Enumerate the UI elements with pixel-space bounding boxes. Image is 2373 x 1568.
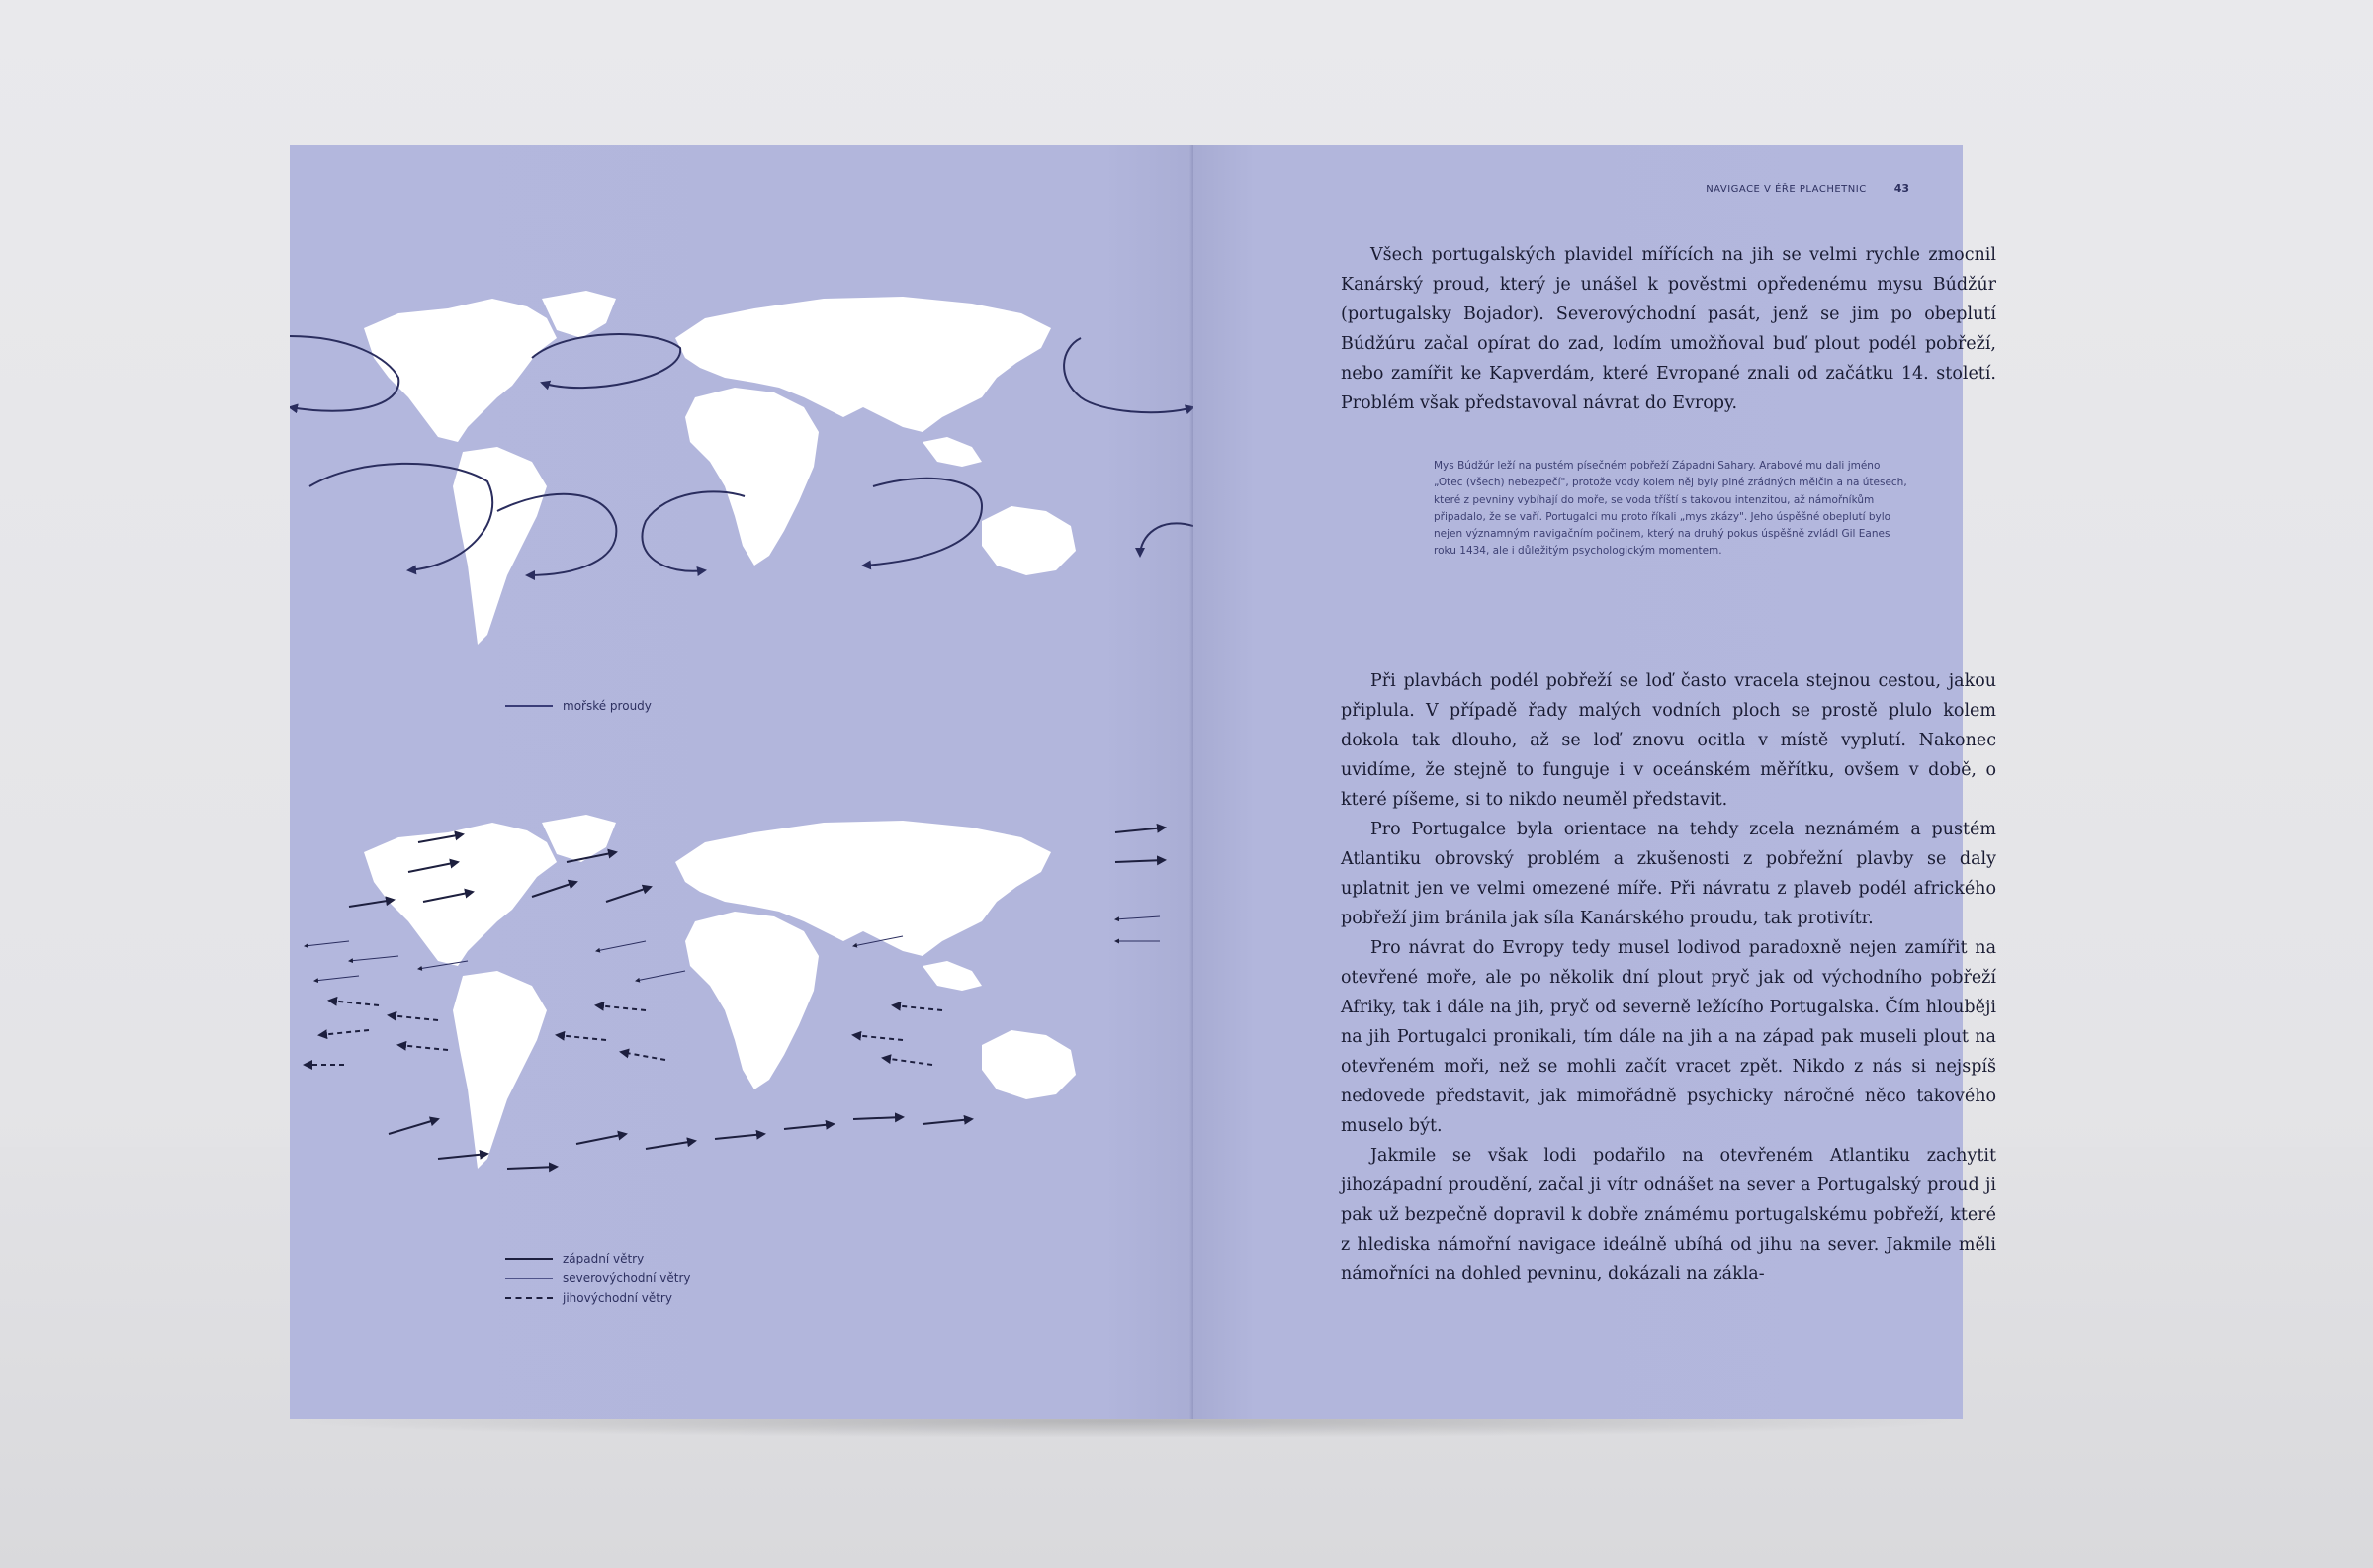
page-number: 43 [1893, 182, 1909, 195]
wind-arrow [349, 956, 398, 961]
wind-arrow [329, 1001, 379, 1005]
current-arrow [1064, 338, 1193, 412]
running-head-section: NAVIGACE V ÉŘE PLACHETNIC [1706, 184, 1867, 195]
wind-arrow [636, 971, 685, 981]
legend-line-northeast [505, 1278, 553, 1279]
legend-line-currents [505, 705, 553, 707]
right-page [1193, 145, 1996, 1419]
current-arrow [532, 334, 680, 388]
wind-arrow [646, 1141, 695, 1149]
legend-row [505, 1249, 690, 1268]
wind-arrow [314, 976, 359, 981]
wind-arrow [596, 941, 646, 951]
wind-arrow [557, 1035, 606, 1040]
wind-arrow [596, 1005, 646, 1010]
wind-arrow [1115, 860, 1165, 862]
continent-se-asia [923, 437, 982, 467]
legend-label-northeast: severovýchodní větry [563, 1271, 691, 1285]
continent-australia [982, 1030, 1076, 1099]
legend-label-southeast: jihovýchodní větry [563, 1291, 672, 1305]
wind-arrow [606, 887, 651, 902]
current-arrow [863, 479, 982, 566]
left-page [290, 145, 1193, 1419]
winds-svg [290, 793, 1193, 1208]
legend-line-southeast [505, 1297, 553, 1299]
paragraph: Při plavbách podél pobřeží se loď často vracela stejnou cestou, jakou připlula. V případě řady malých vodních ploch se prostě plulo kolem dokola tak dlouho, až se loď znovu ocitla v místě vyplutí. Nakonec uvidíme, že stejně to funguje i v oceánském měřítku, ovšem v době, o které píšeme, si to nikdo neuměl představit. [1341, 671, 1996, 810]
side-note [1434, 458, 1908, 561]
paragraph: Všech portugalských plavidel mířících na jih se velmi rychle zmocnil Kanárský proud, který je unášel k pověstmi opředenému mysu Búdžúr (portugalsky Bojador). Severovýchodní pasát, jenž se jim po obeplutí Búdžúru začal opírat do zad, lodím umožňoval buď plout podél pobřeží, nebo zamířit ke Kapverdám, které Evropané znali od začátku 14. století. Problém však představoval návrat do Evropy. [1341, 245, 1996, 413]
side-note-text: Mys Búdžúr leží na pustém písečném pobřeží Západní Sahary. Arabové mu dali jméno „Otec (všech) nebezpečí", protože vody kolem něj byly plné zrádných mělčin a na útesech, které z pevniny vybíhají do moře, se voda tříští s takovou intenzitou, až námořníkům připadalo, že se vaří. Portugalci mu proto říkali „mys zkázy". Jeho úspěšné obeplutí bylo nejen významným navigačním počinem, který na druhý pokus úspěšně zvládl Gil Eanes roku 1434, ale i důležitým psychologickým momentem. [1434, 460, 1907, 558]
current-arrow [642, 491, 745, 570]
continent-africa [685, 388, 819, 566]
winds-map [290, 793, 1193, 1208]
wind-arrow [576, 1134, 626, 1144]
wind-arrow [398, 1045, 448, 1050]
current-arrow [1140, 523, 1193, 556]
ocean-currents-map [290, 269, 1193, 684]
legend-line-westerlies [505, 1258, 553, 1260]
continents-top [364, 291, 1076, 645]
wind-arrow [305, 941, 349, 946]
legend-label-westerlies: západní větry [563, 1252, 645, 1265]
paragraph: Pro Portugalce byla orientace na tehdy zcela neznámém a pustém Atlantiku obrovský problém a zkušenosti z pobřežní plavby se daly uplatnit jen ve velmi omezené míře. Při návratu z plaveb podél afrického pobřeží jim bránila jak síla Kanárského proudu, tak protivítr. [1341, 820, 1996, 928]
legend-row [505, 1268, 690, 1288]
wind-arrow [784, 1124, 834, 1129]
wind-arrow [853, 1117, 903, 1119]
wind-arrow [389, 1015, 438, 1020]
wind-arrow [319, 1030, 369, 1035]
paragraph: Jakmile se však lodi podařilo na otevřeném Atlantiku zachytit jihozápadní proudění, začal ji vítr odnášet na sever a Portugalský proud ji pak už bezpečně dopravil k dobře známému portugalskému pobřeží, které z hlediska námořní navigace ideálně ubíhá od jihu na sever. Jakmile měli námořníci na dohled pevninu, dokázali na zákla- [1341, 1146, 1996, 1284]
wind-arrow [853, 1035, 903, 1040]
legend-ocean-currents [505, 699, 652, 713]
running-head [1706, 182, 1909, 195]
wind-arrow [507, 1167, 557, 1169]
body-text-bottom [1341, 666, 1996, 1289]
continent-se-asia [923, 961, 982, 991]
body-text-top [1341, 240, 1996, 418]
legend-row [505, 1288, 690, 1308]
continents-bottom [364, 815, 1076, 1169]
legend-label-currents: mořské proudy [563, 699, 652, 713]
wind-arrow [893, 1005, 942, 1010]
wind-arrow [1115, 828, 1165, 832]
wind-arrow [349, 900, 394, 907]
wind-arrow [923, 1119, 972, 1124]
legend-winds [505, 1249, 690, 1308]
continent-australia [982, 506, 1076, 575]
wind-arrow [1115, 916, 1160, 919]
wind-arrow [621, 1052, 665, 1060]
wind-arrow [532, 882, 576, 897]
wind-arrow [715, 1134, 764, 1139]
wind-arrow [883, 1058, 932, 1065]
ocean-currents-svg [290, 269, 1193, 684]
continent-south-america [453, 971, 547, 1169]
wind-arrow [389, 1119, 438, 1134]
continent-south-america [453, 447, 547, 645]
paragraph: Pro návrat do Evropy tedy musel lodivod paradoxně nejen zamířit na otevřené moře, ale po několik dní plout pryč jak od východního pobřeží Afriky, tak i dále na jih, pryč od severně ležícího Portugalska. Čím hlouběji na jih Portugalci pronikali, tím dále na jih a na západ pak museli plout na otevřeném moři, než se mohli začít vracet zpět. Nikdo z nás si nejspíš nedovede představit, jak mimořádně psychicky náročné něco takového muselo být. [1341, 938, 1996, 1136]
continent-africa [685, 912, 819, 1089]
wind-arrows-southeast [305, 1001, 942, 1065]
